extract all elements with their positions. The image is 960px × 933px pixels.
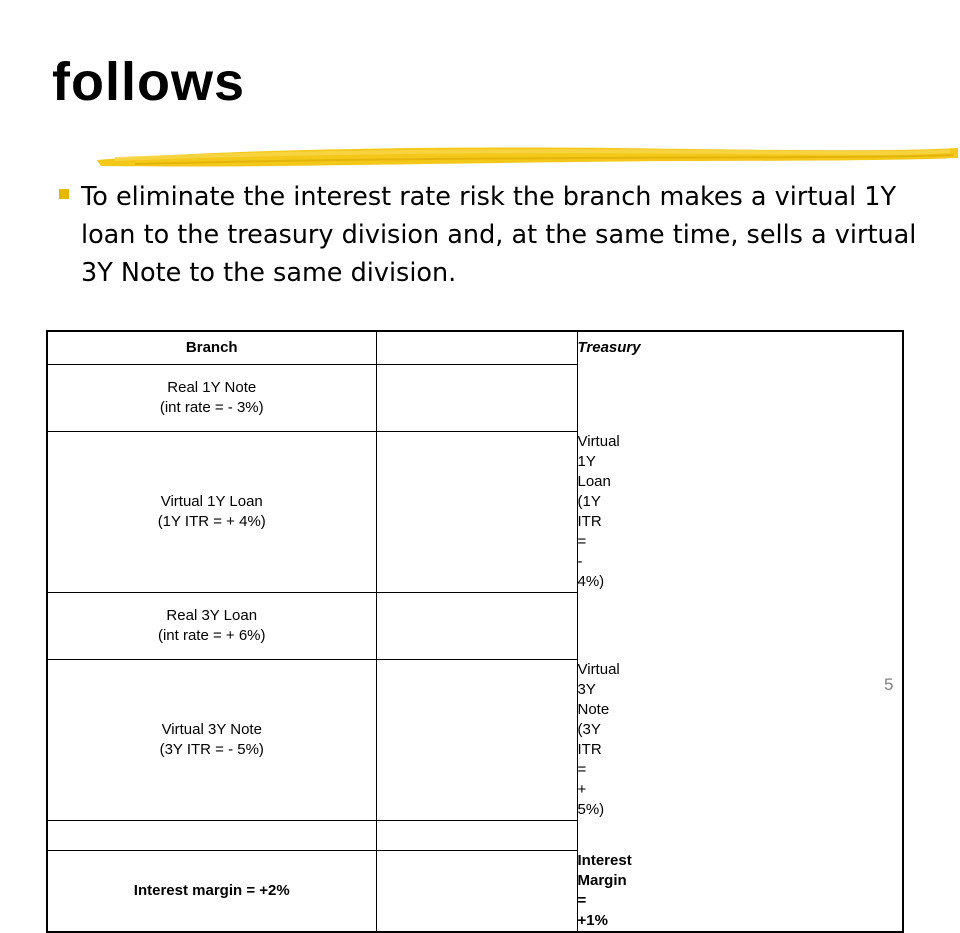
branch-cell: Virtual 3Y Note (3Y ITR = - 5%) [47,659,376,820]
header-empty-left [376,331,577,364]
table-row [47,364,903,431]
branch-interest-margin: Interest margin = +2% [47,850,376,932]
empty-cell [376,364,577,431]
header-branch: Branch [47,331,376,364]
table-row: Virtual 1Y Loan (1Y ITR = + 4%) Virtual 1Y Loan (1Y ITR = - 4%) [47,431,903,592]
table-row-empty [47,820,903,850]
branch-cell [47,820,376,850]
branch-treasury-table [46,330,904,933]
empty-cell [376,592,577,659]
table-total-row: Interest margin = +2% Interest Margin = +1% [47,850,903,932]
bullet-point [52,178,932,292]
table-header-row: Branch Treasury [47,331,903,364]
empty-cell [376,820,577,850]
brush-stroke-divider [95,138,960,178]
branch-cell: Real 3Y Loan (int rate = + 6%) [47,592,376,659]
branch-cell: Virtual 1Y Loan (1Y ITR = + 4%) [47,431,376,592]
empty-cell [376,850,577,932]
table-row: Virtual 3Y Note (3Y ITR = - 5%) Virtual 3Y Note (3Y ITR = + 5%) [47,659,903,820]
table-row [47,592,903,659]
bullet-text: To eliminate the interest rate risk the branch makes a virtual 1Y loan to the treasury division and, at the same time, sells a virtual 3Y Note to the same division. [81,182,917,288]
page-number: 5 [884,675,894,694]
slide-title: follows [52,52,245,112]
branch-cell: Real 1Y Note (int rate = - 3%) [47,364,376,431]
empty-cell [376,659,577,820]
empty-cell [376,431,577,592]
square-bullet-icon [59,189,69,199]
